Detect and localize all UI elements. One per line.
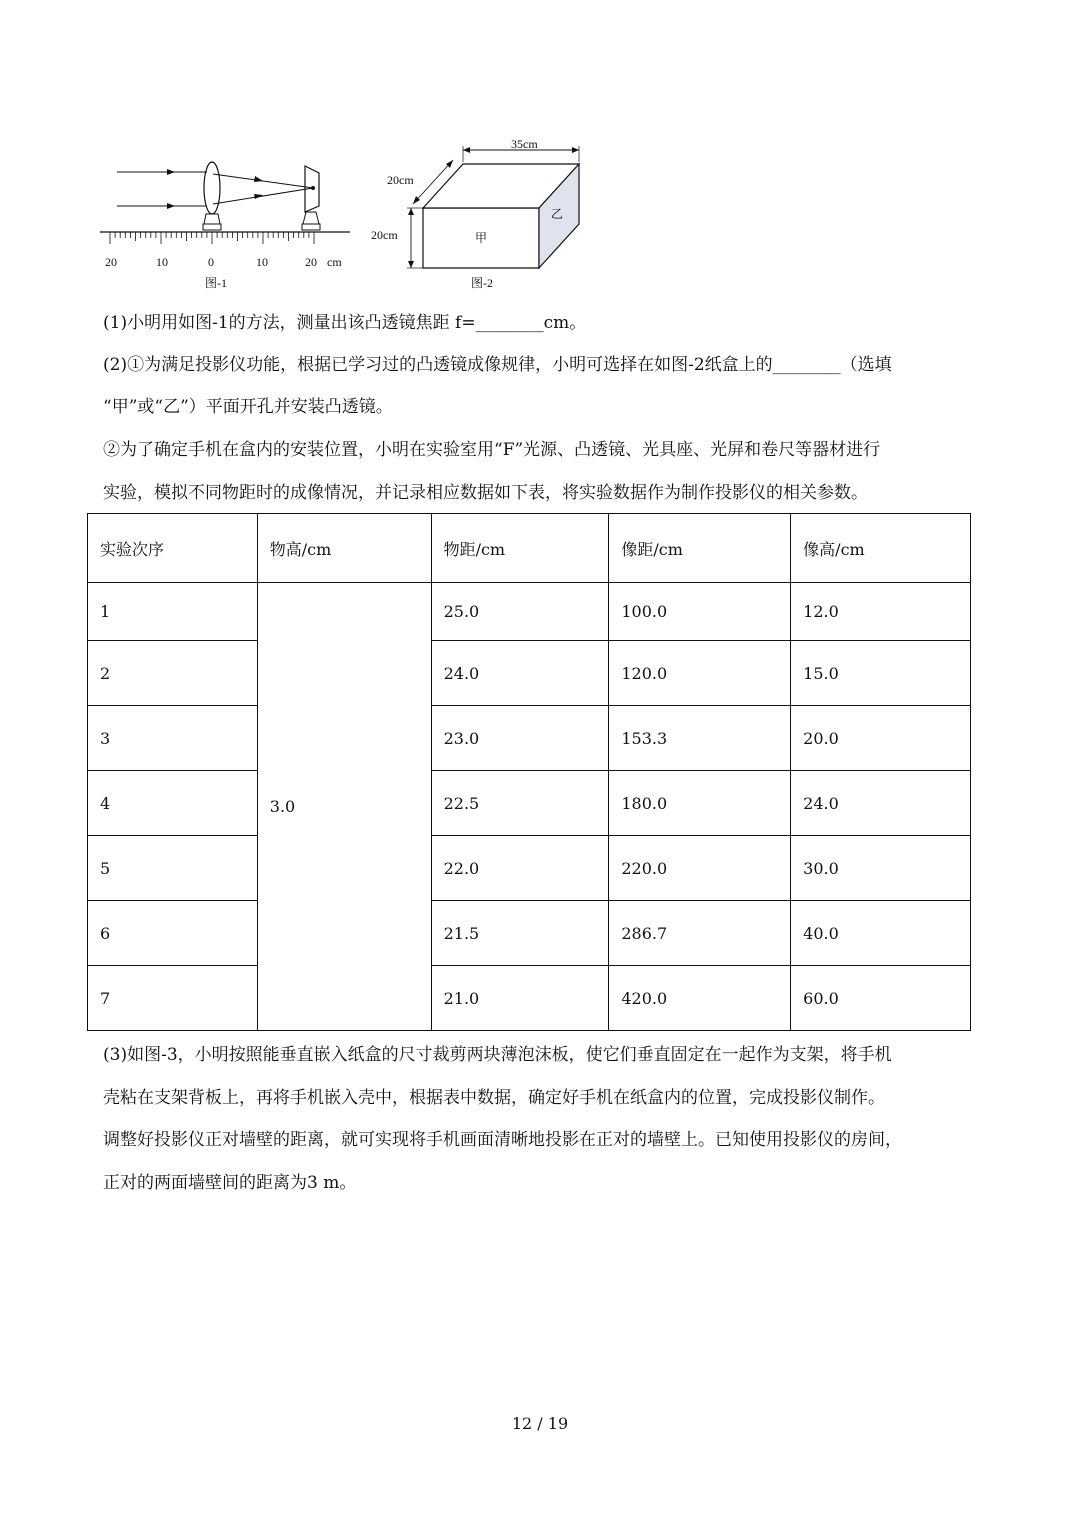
figure-2-caption: 图-2 (471, 276, 493, 290)
question-2-line-1: (2)①为满足投影仪功能，根据已学习过的凸透镜成像规律，小明可选择在如图-2纸盒上的________（选填 (103, 355, 892, 375)
object-distance: 22.5 (431, 771, 609, 836)
image-distance: 153.3 (609, 706, 791, 771)
table-row (88, 771, 971, 836)
question-3-line-4: 正对的两面墙壁间的距离为3 m。 (103, 1173, 357, 1193)
object-distance: 24.0 (431, 641, 609, 706)
image-height: 12.0 (791, 583, 971, 641)
scale-label: 20 (305, 255, 317, 269)
scale-label: 10 (156, 255, 168, 269)
image-distance: 220.0 (609, 836, 791, 901)
image-distance: 100.0 (609, 583, 791, 641)
trial-number: 5 (88, 836, 258, 901)
face-side-label: 乙 (551, 207, 564, 221)
table-row (88, 583, 971, 641)
question-1: (1)小明用如图-1的方法，测量出该凸透镜焦距 f=________cm。 (103, 313, 587, 333)
table-row (88, 836, 971, 901)
table-header-row (88, 514, 971, 583)
header-object-distance: 物距/cm (431, 514, 609, 583)
object-distance: 21.0 (431, 966, 609, 1031)
header-trial: 实验次序 (88, 514, 258, 583)
scale-label: 20 (105, 255, 117, 269)
question-3-line-3: 调整好投影仪正对墙壁的距离，就可实现将手机画面清晰地投影在正对的墙壁上。已知使用投影仪的房间， (103, 1130, 902, 1150)
table-row (88, 901, 971, 966)
header-image-height: 像高/cm (791, 514, 971, 583)
image-distance: 180.0 (609, 771, 791, 836)
image-height: 40.0 (791, 901, 971, 966)
face-front-label: 甲 (475, 231, 488, 245)
question-2-line-2: “甲”或“乙”）平面开孔并安装凸透镜。 (103, 397, 393, 417)
trial-number: 1 (88, 583, 258, 641)
dim-depth-label: 20cm (387, 173, 414, 187)
figures (95, 128, 595, 298)
image-height: 24.0 (791, 771, 971, 836)
object-distance: 25.0 (431, 583, 609, 641)
page-number: 12 / 19 (511, 1414, 569, 1433)
image-distance: 120.0 (609, 641, 791, 706)
trial-number: 2 (88, 641, 258, 706)
table-row (88, 966, 971, 1031)
table-row (88, 641, 971, 706)
dim-top-label: 35cm (511, 137, 538, 151)
figure-2-diagram (371, 137, 579, 290)
object-distance: 23.0 (431, 706, 609, 771)
image-height: 15.0 (791, 641, 971, 706)
image-distance: 286.7 (609, 901, 791, 966)
question-2b-line-2: 实验，模拟不同物距时的成像情况，并记录相应数据如下表，将实验数据作为制作投影仪的相关参数。 (103, 483, 868, 503)
scale-label: 0 (208, 255, 214, 269)
question-3-line-2: 壳粘在支架背板上，再将手机嵌入壳中，根据表中数据，确定好手机在纸盒内的位置，完成投影仪制作。 (103, 1088, 885, 1108)
trial-number: 3 (88, 706, 258, 771)
scale-unit: cm (327, 255, 342, 269)
object-distance: 21.5 (431, 901, 609, 966)
trial-number: 4 (88, 771, 258, 836)
question-3-line-1: (3)如图-3，小明按照能垂直嵌入纸盒的尺寸裁剪两块薄泡沫板，使它们垂直固定在一起作为支架，将手机 (103, 1045, 892, 1065)
image-distance: 420.0 (609, 966, 791, 1031)
figure-1-caption: 图-1 (205, 276, 227, 290)
header-image-distance: 像距/cm (609, 514, 791, 583)
object-height-cell: 3.0 (257, 583, 431, 1031)
dim-height-label: 20cm (371, 228, 398, 242)
image-height: 30.0 (791, 836, 971, 901)
header-object-height: 物高/cm (257, 514, 431, 583)
experiment-table (87, 513, 971, 1031)
trial-number: 7 (88, 966, 258, 1031)
object-distance: 22.0 (431, 836, 609, 901)
question-2b-line-1: ②为了确定手机在盒内的安装位置，小明在实验室用“F”光源、凸透镜、光具座、光屏和卷尺等器材进行 (103, 440, 881, 460)
figure-1-diagram (100, 162, 350, 290)
table-row (88, 706, 971, 771)
trial-number: 6 (88, 901, 258, 966)
image-height: 20.0 (791, 706, 971, 771)
image-height: 60.0 (791, 966, 971, 1031)
scale-label: 10 (256, 255, 268, 269)
